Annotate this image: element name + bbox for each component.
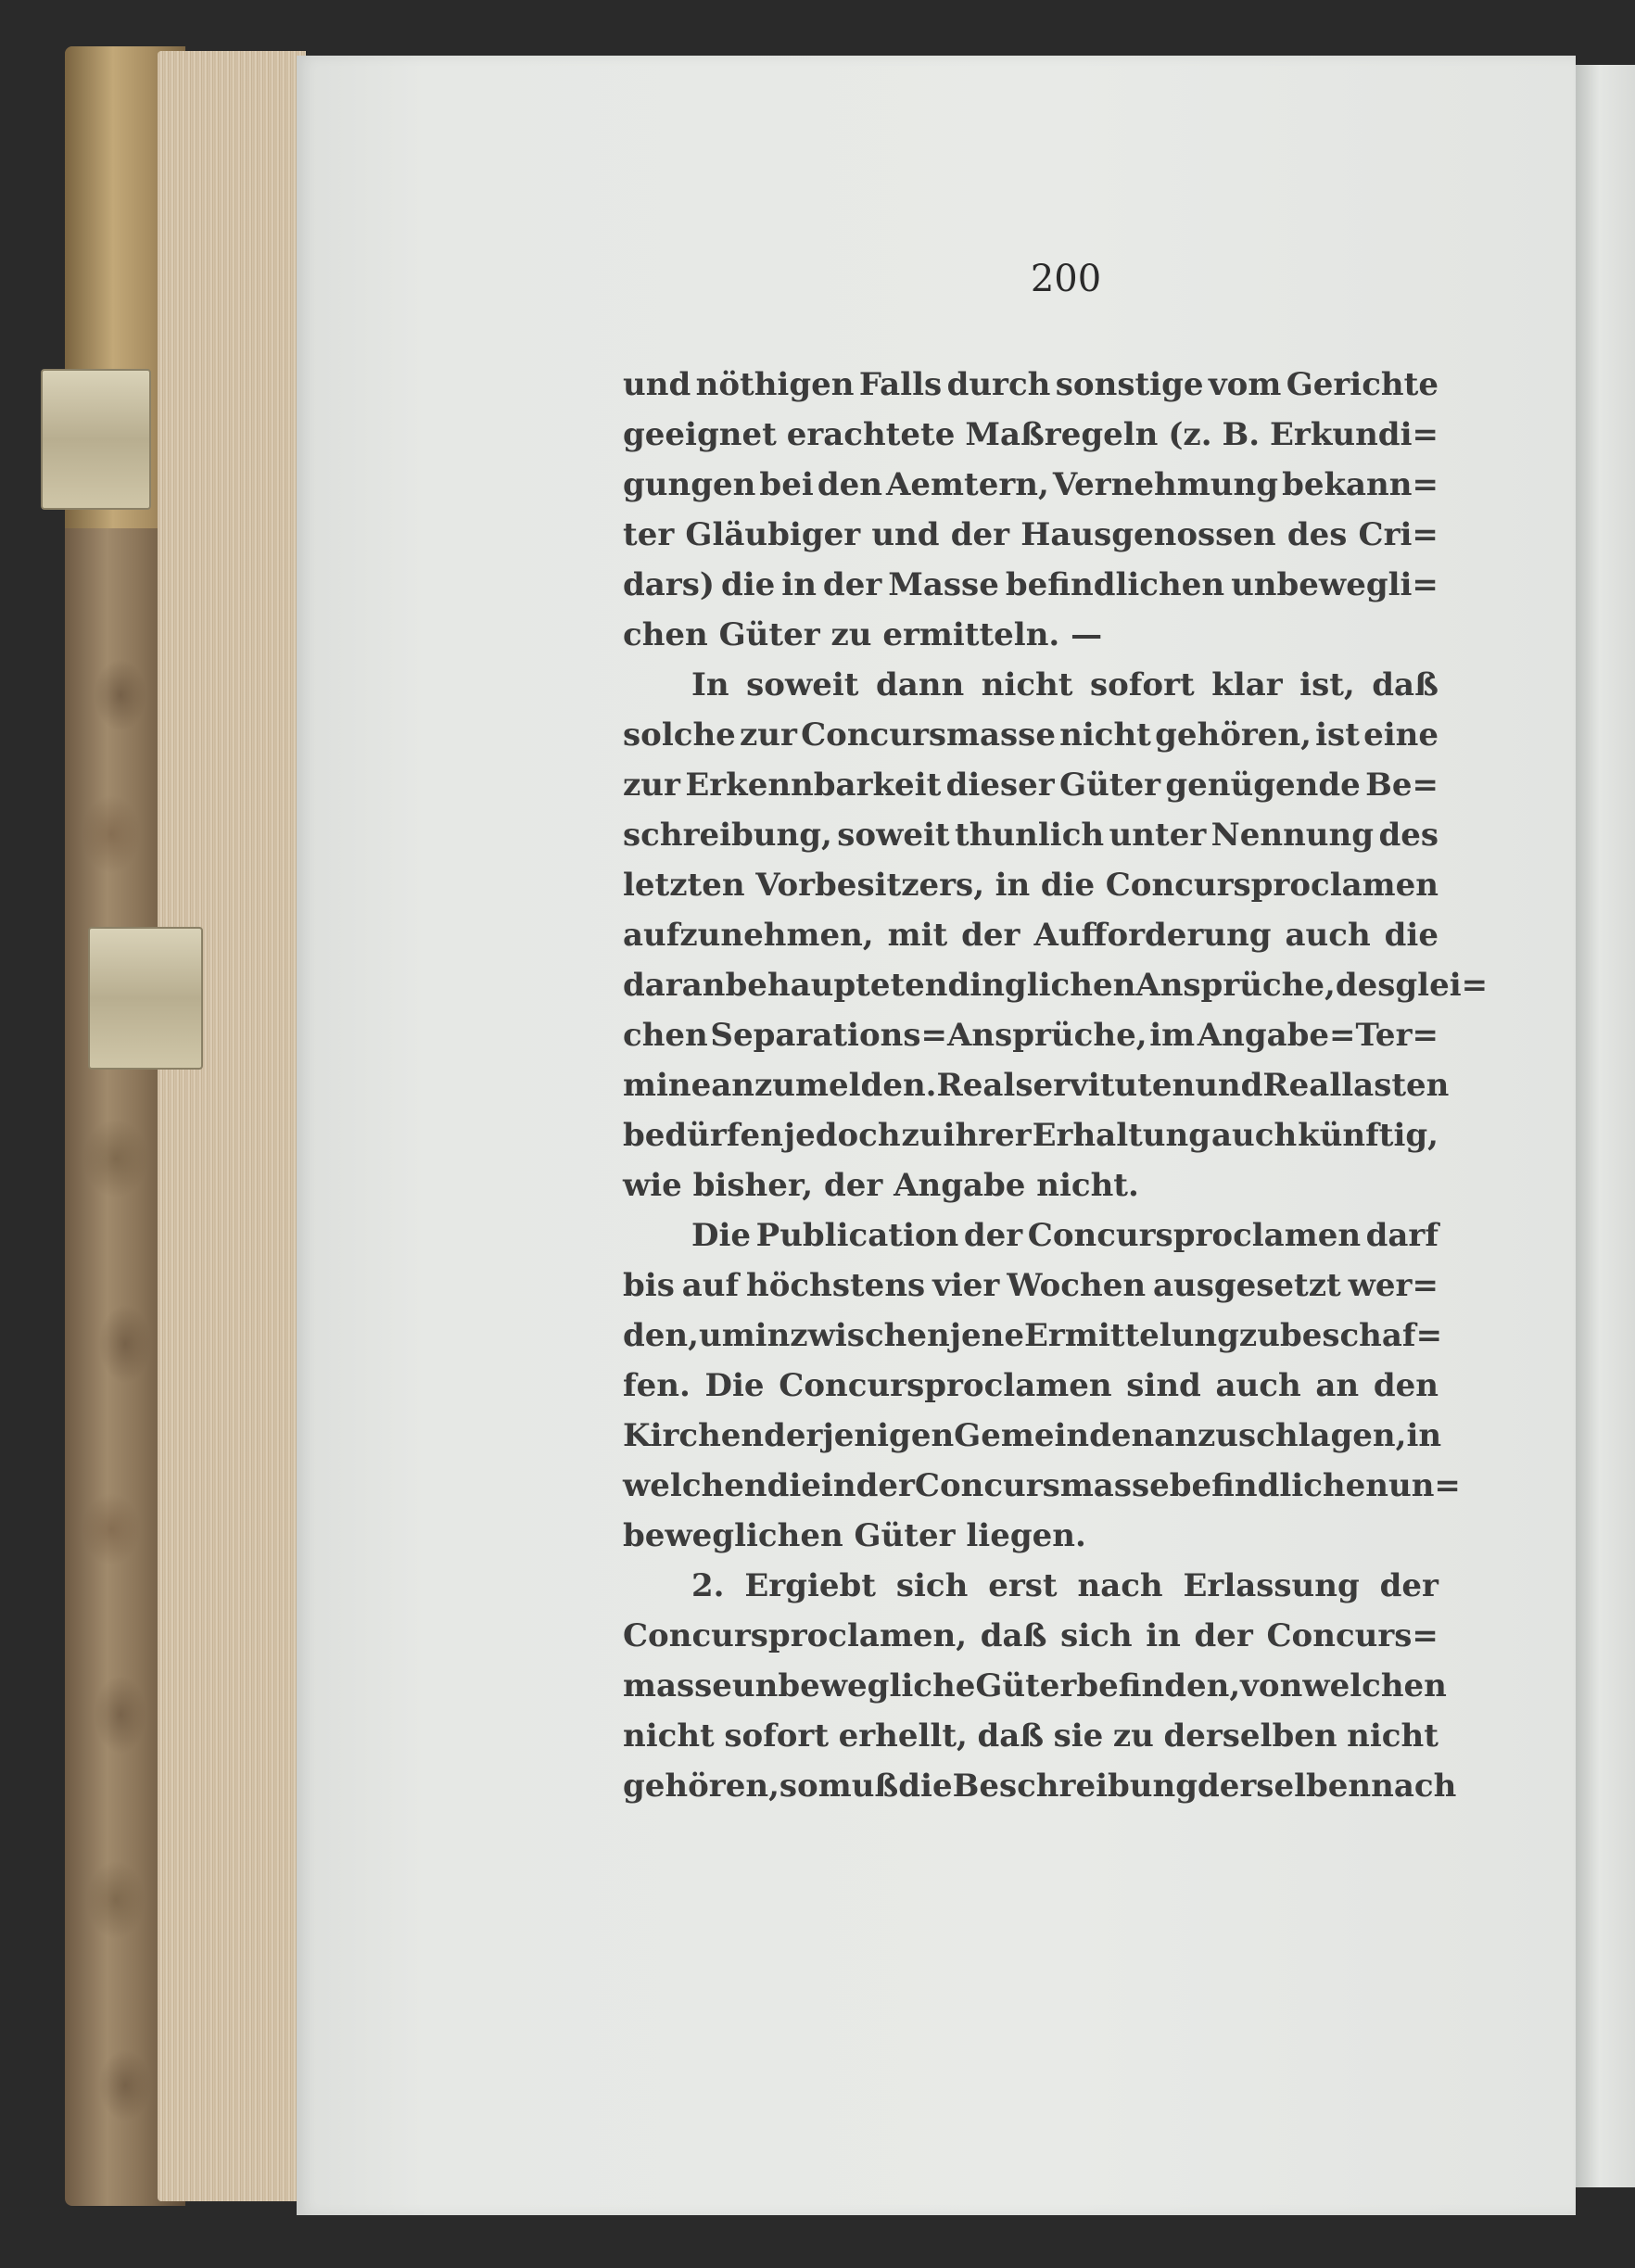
text-line: Kirchen derjenigen Gemeinden anzuschlagen, in [623,1417,1442,1454]
text-line: ter Gläubiger und der Hausgenossen des Cri= [623,516,1439,553]
text-line: letzten Vorbesitzers, in die Concursproclamen [623,867,1439,904]
text-line: und nöthigen Falls durch sonstige vom Gerichte [623,366,1439,403]
text-line: zur Erkennbarkeit dieser Güter genügende Be= [623,767,1439,804]
text-line: bis auf höchstens vier Wochen ausgesetzt wer= [623,1267,1439,1304]
text-line: geeignet erachtete Maßregeln (z. B. Erkundi= [623,416,1439,453]
text-line: Die Publication der Concursproclamen darf [691,1217,1439,1254]
text-line: Concursproclamen, daß sich in der Concurs= [623,1617,1439,1654]
page-block-edges [158,51,306,2201]
text-line: gehören, so muß die Beschreibung derselben nach [623,1768,1457,1805]
text-line: daran behaupteten dinglichen Ansprüche, desglei= [623,967,1489,1004]
text-line: 2. Ergiebt sich erst nach Erlassung der [691,1567,1439,1604]
page-number: 200 [1030,258,1102,300]
text-line: bedürfen jedoch zu ihrer Erhaltung auch künftig, [623,1117,1439,1154]
clasp-tab-upper [41,369,151,510]
text-line: dars) die in der Masse befindlichen unbewegli= [623,566,1439,603]
text-line: In soweit dann nicht sofort klar ist, daß [691,666,1439,703]
text-line: fen. Die Concursproclamen sind auch an den [623,1367,1439,1404]
text-line: gungen bei den Aemtern, Vernehmung bekann= [623,466,1439,503]
clasp-tab-lower [88,927,203,1070]
text-line: aufzunehmen, mit der Aufforderung auch die [623,917,1439,954]
text-line: nicht sofort erhellt, daß sie zu derselben nicht [623,1717,1439,1755]
text-line: welchen die in der Concursmasse befindlichen un= [623,1467,1461,1504]
text-line: solche zur Concursmasse nicht gehören, ist eine [623,716,1439,754]
text-line: chen Güter zu ermitteln. — [623,616,1103,653]
next-page-edge [1576,65,1635,2187]
text-line: wie bisher, der Angabe nicht. [623,1167,1139,1204]
text-line: beweglichen Güter liegen. [623,1517,1086,1554]
text-line: chen Separations=Ansprüche, im Angabe=Ter= [623,1017,1439,1054]
text-line: masse unbewegliche Güter befinden, von welchen [623,1667,1447,1704]
text-line: mine anzumelden. Realservituten und Reallasten [623,1067,1450,1104]
page-text [623,360,1489,1811]
text-line: schreibung, soweit thunlich unter Nennung des [623,817,1439,854]
text-line: den, um inzwischen jene Ermittelung zu beschaf= [623,1317,1443,1354]
